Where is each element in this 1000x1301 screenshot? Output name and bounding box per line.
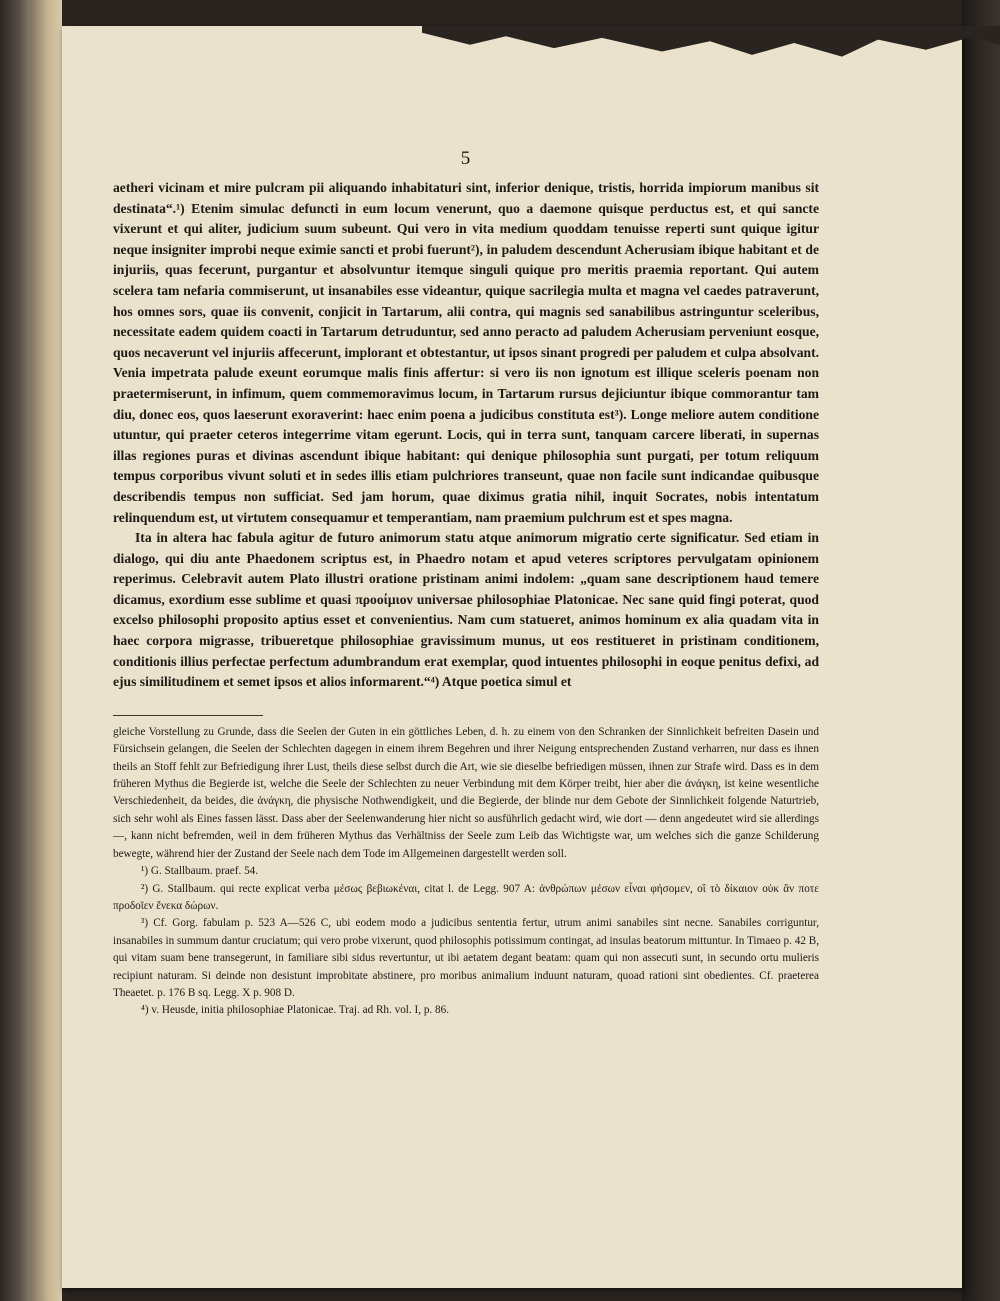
footnote-continuation: gleiche Vorstellung zu Grunde, dass die Seelen der Guten in ein göttliches Leben, d. h. zu einem von den Schranken der Sinnlichkeit befreiten Dasein und Fürsichsein gelangen, die Seelen der Schlechten dagegen in einem ihrem Begehren und ihrer Neigung entsprechenden Zustand verharren, nur dass es ihnen theils an Stoff fehlt zur Befriedigung ihrer Lust, theils diese selbst durch die Art, wie sie dieselbe befriedigen müssen, ihnen zur Strafe wird. Dass es in dem früheren Mythus die Begierde ist, welche die Seele der Schlechten zu neuer Verbindung mit dem Körper treibt, hier aber die ἀνάγκη, ist keine wesentliche Verschiedenheit, da beides, die ἀνάγκη, die physische Nothwendigkeit, und die Begierde, der blinde nur dem Gebote der Sinnlichkeit folgende Naturtrieb, sich sehr wohl als Eines fassen lässt. Dass aber der Seelenwanderung hier nicht so ausführlich gedacht wird, wie dort — denn angedeutet wird sie allerdings —, kann nicht befremden, weil in dem früheren Mythus das Verhältniss der Seele zum Leib das Wichtigste war, um welches sich die ganze Schilderung bewegte, während hier der Zustand der Seele nach dem Tode im Allgemeinen dargestellt werden soll. [113,725,819,860]
main-text [113,178,819,693]
background-strip [962,0,1000,1301]
page-content [113,148,819,1020]
footnotes [113,724,819,1020]
paragraph: Ita in altera hac fabula agitur de futuro animorum statu atque animorum migratio certe significatur. Sed etiam in dialogo, qui diu ante Phaedonem scriptus est, in Phaedro notam et apud veteres scriptores pervulgatam opinionem reperimus. Celebravit autem Plato illustri oratione pristinam animi indolem: „quam sane descriptionem haud temere dicamus, exordium esse sublime et quasi προοίμιον universae philosophiae Platonicae. Nec sane quid fingi poterat, quod excelso philosophi proposito aptius esset et convenientius. Nam cum statueret, animos hominum ex alia quadam vita in haec corpora migrasse, tribueretque philosophiae gravissimum munus, ut eos restitueret in pristinam conditionem, conditionis illius perfectae perfectum adumbrandum erat exemplar, quod intuentes philosophi in eoque penitus defixi, ad ejus similitudinem et semet ipsos et alios informarent.“⁴) Atque poetica simul et [113,530,819,690]
paragraph: aetheri vicinam et mire pulcram pii aliquando inhabitaturi sint, inferior denique, tristis, horrida impiorum manibus sit destinata“.¹) Etenim simulac defuncti in eum locum venerunt, quo a daemone quisque perductus est, et qui sancte vixerunt et qui aliter, judicium suum subeunt. Qui vero in vita medium quoddam tenuisse reperti sunt quique igitur neque insigniter improbi neque eximie sancti et probi fuerunt²), in paludem descendunt Acherusiam ibique habitant et de injuriis, quas fecerunt, purgantur et absolvuntur itemque singuli quique pro meritis praemia reportant. Qui autem scelera tam nefaria commiserunt, ut insanabiles esse videantur, quique sacrilegia multa et magna vel caedes patraverunt, hos omnes sors, quae iis convenit, conjicit in Tartarum, alii contra, qui magnis sed sanabilibus astringuntur sceleribus, necessitate eadem quidem coacti in Tartarum detruduntur, sed anno peracto ad paludem Acherusiam perveniunt eosque, quos necaverunt vel injuriis affecerunt, implorant et obtestantur, ut ipsos sinant progredi per paludem et culpa absolvant. Venia impetrata palude exeunt eorumque malis finis affertur: si vero iis non ignotum est illique sceleris poenam non praetermiserunt, in infimum, quem commemoravimus locum, in Tartarum rursus dejiciuntur ibique commorantur tam diu, donec eos, quos laeserunt exoraverint: haec enim poena a judicibus constituta est³). Longe meliore autem conditione utuntur, qui praeter ceteros integerrime vitam egerunt. Locis, qui in terra sunt, tanquam carcere liberati, in supernas illas regiones puras et divinas ascendunt ibique habitant: qui denique philosophia sunt purgati, per totum reliquum tempus corporibus vivunt soluti et in sedes illis etiam pulchriores transeunt, quae non facile sunt indicandae quibusque describendis tempus non sufficiat. Sed jam horum, quae diximus gratia nihil, inquit Socrates, nobis intentatum relinquendum est, ut virtutem consequamur et temperantiam, nam praemium pulchrum est et spes magna. [113,180,819,525]
footnote-1: ¹) G. Stallbaum. praef. 54. [141,865,259,878]
footnote-2: ²) G. Stallbaum. qui recte explicat verba μέσως βεβιωκέναι, citat l. de Legg. 907 A: ἀνθρώπων μέσων εἶναι φήσομεν, οἳ τὸ δίκαιον οὐκ ἂν ποτε προδοῖεν ἕνεκα δώρων. [113,882,819,912]
footnote-divider [113,715,263,716]
footnote-3: ³) Cf. Gorg. fabulam p. 523 A—526 C, ubi eodem modo a judicibus sententia fertur, utrum animi sanabiles sint necne. Sanabiles corriguntur, insanabiles in summum dantur cruciatum; qui vero probe vixerunt, quod philosophis potissimum contingat, ad insulas beatorum mittuntur. In Timaeo p. 42 B, qui vitam suam bene transegerunt, in familiare sibi sidus revertuntur, ut ibi aetatem degant beatam: quam qui non assecuti sunt, in secundo ortu mulieris recipiunt naturam. Si deinde non desistunt improbitate abstinere, pro moribus animalium induunt naturam, quoad rationi sint obedientes. Cf. praeterea Theaetet. p. 176 B sq. Legg. X p. 908 D. [113,917,819,999]
facing-page-edge [30,0,62,1301]
page-number: 5 [460,148,472,169]
footnote-4: ⁴) v. Heusde, initia philosophiae Platonicae. Traj. ad Rh. vol. I, p. 86. [141,1004,449,1017]
torn-page-edge [422,26,1000,60]
